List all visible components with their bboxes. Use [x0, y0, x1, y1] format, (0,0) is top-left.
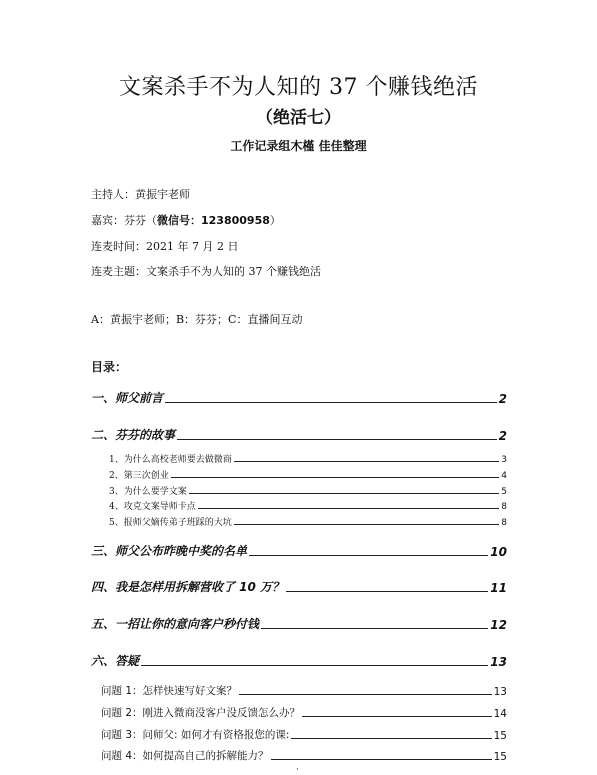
guest-line — [91, 212, 281, 228]
toc-subentry-label: 1、为什么高校老师要去做微商 — [109, 455, 232, 465]
toc-leader-line — [198, 507, 500, 509]
document-subtitle: （绝活七） — [256, 108, 341, 128]
guest-prefix: 嘉宾：芬芬（ — [91, 214, 157, 227]
document-title: 文案杀手不为人知的 37 个赚钱绝活 — [119, 75, 478, 100]
toc-question-label: 问题 3：问师父: 如何才有资格报您的课: — [101, 729, 290, 741]
toc-question-label: 问题 2：刚进入微商没客户没反馈怎么办？ — [101, 707, 301, 719]
toc-leader-line — [249, 554, 488, 556]
toc-subentry-label: 5、报师父嫡传弟子班踩的大坑 — [109, 518, 232, 528]
toc-heading: 目录： — [91, 360, 128, 374]
footer-mark: · — [296, 765, 299, 775]
toc-subentry-label: 4、攻克文案导师卡点 — [109, 502, 196, 512]
toc-entry[interactable] — [91, 578, 507, 595]
toc-entry-page: 2 — [498, 392, 507, 406]
toc-entry-page: 13 — [490, 655, 507, 669]
toc-question-page: 15 — [493, 730, 507, 742]
toc-leader-line — [165, 401, 497, 403]
toc-subentry[interactable] — [109, 515, 507, 528]
toc-question-label: 问题 4：如何提高自己的拆解能力？ — [101, 750, 269, 762]
toc-leader-line — [234, 460, 500, 462]
toc-subentry-label: 3、为什么要学文案 — [109, 487, 187, 497]
toc-question[interactable] — [101, 727, 507, 742]
toc-entry-label: 五、一招让你的意向客户秒付钱 — [91, 617, 260, 631]
roles-line: A：黄振宇老师；B：芬芬；C：直播间互动 — [91, 313, 303, 326]
date-line: 连麦时间：2021 年 7 月 2 日 — [91, 240, 239, 253]
toc-leader-line — [234, 523, 500, 525]
toc-entry-label: 六、答疑 — [91, 654, 140, 668]
toc-leader-line — [239, 693, 492, 695]
toc-entry[interactable] — [91, 542, 507, 559]
toc-leader-line — [261, 627, 488, 629]
toc-subentry[interactable] — [109, 468, 507, 481]
toc-entry-page: 2 — [498, 429, 507, 443]
toc-subentry-page: 8 — [501, 502, 507, 512]
toc-entry-label: 三、师父公布昨晚中奖的名单 — [91, 544, 248, 558]
toc-subentry-page: 8 — [501, 518, 507, 528]
toc-leader-line — [171, 476, 500, 478]
toc-subentry-page: 5 — [501, 487, 507, 497]
document-credit: 工作记录组木槿 佳佳整理 — [230, 139, 367, 153]
host-line: 主持人：黄振宇老师 — [91, 188, 190, 201]
toc-entry-page: 10 — [490, 545, 507, 559]
toc-entry[interactable] — [91, 389, 507, 406]
toc-subentry[interactable] — [109, 484, 507, 497]
toc-leader-line — [141, 664, 488, 666]
toc-leader-line — [291, 737, 491, 739]
toc-leader-line — [302, 715, 492, 717]
toc-question-page: 13 — [493, 686, 507, 698]
toc-question-page: 15 — [493, 751, 507, 763]
toc-entry[interactable] — [91, 426, 507, 443]
toc-leader-line — [286, 590, 488, 592]
toc-question[interactable] — [101, 683, 507, 698]
toc-entry-label: 四、我是怎样用拆解营收了 10 万？ — [91, 580, 285, 594]
toc-question-page: 14 — [493, 708, 507, 720]
toc-subentry-page: 3 — [501, 455, 507, 465]
guest-wechat: 微信号：123800958 — [157, 214, 270, 227]
guest-suffix: ） — [269, 214, 281, 227]
toc-entry-page: 11 — [490, 581, 507, 595]
toc-entry-label: 一、师父前言 — [91, 391, 164, 405]
toc-leader-line — [177, 438, 497, 440]
toc-subentry[interactable] — [109, 499, 507, 512]
toc-entry[interactable] — [91, 652, 507, 669]
toc-entry[interactable] — [91, 615, 507, 632]
toc-question-label: 问题 1：怎样快速写好文案？ — [101, 685, 238, 697]
toc-question[interactable] — [101, 705, 507, 720]
topic-line: 连麦主题：文案杀手不为人知的 37 个赚钱绝活 — [91, 265, 321, 278]
toc-entry-label: 二、芬芬的故事 — [91, 428, 176, 442]
toc-subentry-page: 4 — [501, 471, 507, 481]
toc-entry-page: 12 — [490, 618, 507, 632]
toc-question[interactable] — [101, 748, 507, 763]
toc-leader-line — [189, 492, 500, 494]
toc-leader-line — [271, 758, 492, 760]
toc-subentry-label: 2、第三次创业 — [109, 471, 169, 481]
toc-subentry[interactable] — [109, 452, 507, 465]
